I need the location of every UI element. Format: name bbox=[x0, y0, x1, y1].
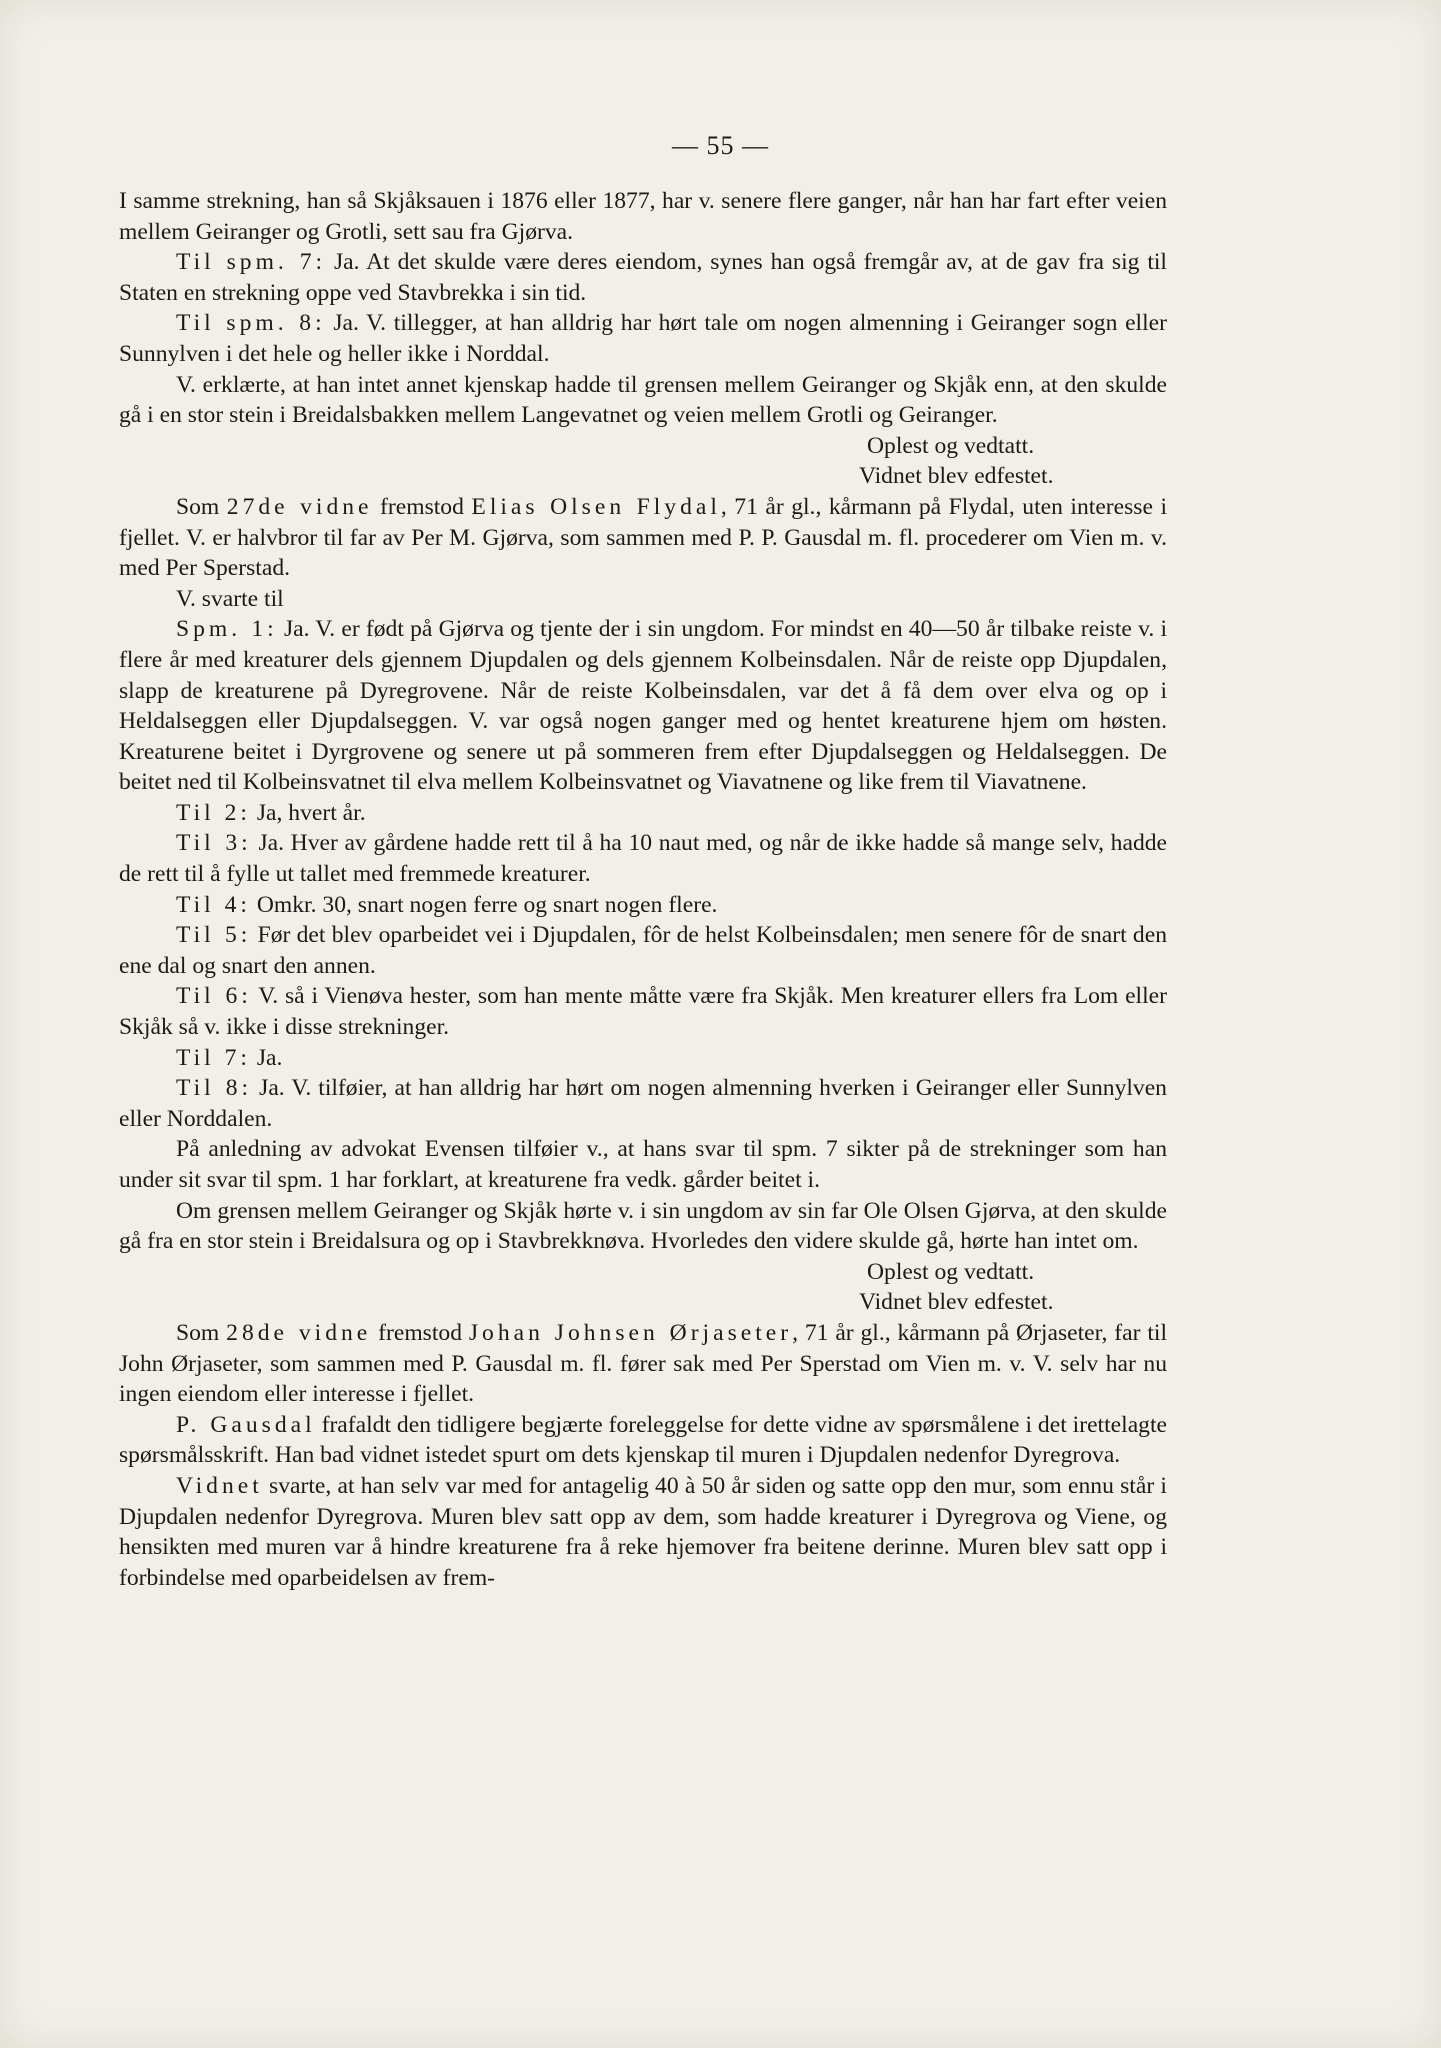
text-run: Ja. V. er født på Gjørva og tjente der i sin ungdom. For mindst en 40—50 år tilbake reiste v. i flere år med kreaturer dels gjennem Djupdalen og dels gjennem Kolbeinsdalen. Når de reiste opp Djupdalen, slapp de kreaturene på Dyregrovene. Når de reiste Kolbeinsdalen, var det å få dem over elva og op i Heldalseggen eller Djupdalseggen. V. var også nogen ganger med og hentet kreaturene hjem om høsten. Kreaturene beitet i Dyrgrovene og senere ut på sommeren frem efter Djupdalseggen og Heldalseggen. De beitet ned til Kolbeinsvatnet til elva mellem Kolbeinsvatnet og Viavatnene og like frem til Viavatnene. bbox=[119, 616, 1167, 796]
spaced-emphasis: Til 3: bbox=[176, 830, 252, 857]
spaced-emphasis: P. Gausdal bbox=[176, 1411, 316, 1438]
text-run: svarte, at han selv var med for antagelig 40 à 50 år siden og satte opp den mur, som ennu står i Djupdalen nedenfor Dyregrova. Muren blev satt opp av dem, som hadde kreaturer i Dyregrova og Viene, og hensikten med muren var å hindre kreaturene fra å reke hjemover fra beitene derinne. Muren blev satt opp i forbindelse med oparbeidelsen av frem- bbox=[119, 1472, 1167, 1591]
signature-line bbox=[119, 1257, 1167, 1288]
paragraph bbox=[119, 798, 1167, 829]
paragraph bbox=[119, 828, 1167, 889]
paragraph bbox=[119, 1043, 1167, 1074]
paragraph bbox=[119, 1196, 1167, 1257]
text-run: Ja. Hver av gårdene hadde rett til å ha 10 naut med, og når de ikke hadde så mange selv, hadde de rett til å fylle ut tallet med fremmede kreaturer. bbox=[119, 830, 1168, 888]
paragraph bbox=[119, 247, 1167, 308]
text-run: Før det blev oparbeidet vei i Djupdalen, fôr de helst Kolbeinsdalen; men senere fôr de snart den ene dal og snart den annen. bbox=[119, 922, 1167, 979]
signature-line bbox=[119, 431, 1167, 462]
paragraph bbox=[119, 1134, 1167, 1195]
paragraph bbox=[119, 370, 1167, 431]
text-run: Vidnet blev edfestet. bbox=[859, 463, 1054, 490]
spaced-emphasis: 28de vidne bbox=[226, 1319, 372, 1346]
paragraph bbox=[119, 1471, 1167, 1593]
signature-line bbox=[119, 1287, 1167, 1318]
text-run: På anledning av advokat Evensen tilføier v., at hans svar til spm. 7 sikter på de strekninger som han under sit svar til spm. 1 har forklart, at kreaturene fra vedk. gårder beitet i. bbox=[119, 1136, 1167, 1193]
text-run: Som bbox=[176, 1319, 227, 1346]
paragraph bbox=[119, 614, 1167, 798]
text-run: Ja. bbox=[250, 1044, 283, 1071]
text-run: Om grensen mellem Geiranger og Skjåk hørte v. i sin ungdom av sin far Ole Olsen Gjørva, at den skulde gå fra en stor stein i Breidalsura og op i Stavbrekknøva. Hvorledes den videre skulde gå, hørte han intet om. bbox=[119, 1197, 1167, 1255]
spaced-emphasis: Elias Olsen Flydal bbox=[471, 493, 721, 520]
paragraph bbox=[119, 1410, 1167, 1471]
text-run: , 71 år gl., kårmann på Flydal, uten interesse i fjellet. V. er halvbror til far av Per M. Gjørva, som sammen med P. P. Gausdal m. fl. procederer om Vien m. v. med Per Sperstad. bbox=[119, 493, 1167, 582]
text-run: Oplest og vedtatt. bbox=[867, 1258, 1035, 1285]
spaced-emphasis: Til 2: bbox=[176, 799, 251, 826]
text-run: frafaldt den tidligere begjærte foreleggelse for dette vidne av spørsmålene i det irettelagte spørsmålsskrift. Han bad vidnet istedet spurt om dets kjenskap til muren i Djupdalen nedenfor Dyregrova. bbox=[119, 1411, 1167, 1469]
spaced-emphasis: Til spm. 7: bbox=[176, 249, 327, 276]
spaced-emphasis: Til 6: bbox=[176, 983, 252, 1010]
text-run: Ja. V. tilføier, at han alldrig har hørt om nogen almenning hverken i Geiranger eller Sunnylven eller Norddalen. bbox=[119, 1075, 1167, 1132]
spaced-emphasis: Til spm. 8: bbox=[176, 310, 326, 337]
text-run: fremstod bbox=[371, 1319, 469, 1346]
spaced-emphasis: Til 7: bbox=[176, 1044, 251, 1071]
body-text bbox=[119, 186, 1167, 1593]
paragraph bbox=[119, 920, 1167, 981]
spaced-emphasis: Spm. 1: bbox=[176, 616, 278, 643]
spaced-emphasis: Til 5: bbox=[176, 922, 252, 949]
paragraph bbox=[119, 1318, 1167, 1410]
spaced-emphasis: 27de vidne bbox=[226, 493, 373, 520]
spaced-emphasis: Til 8: bbox=[176, 1075, 253, 1102]
spaced-emphasis: Vidnet bbox=[176, 1472, 263, 1499]
signature-line bbox=[119, 461, 1167, 492]
paragraph bbox=[119, 1073, 1167, 1134]
text-run: Ja. At det skulde være deres eiendom, synes han også fremgår av, at de gav fra sig til Staten en strekning oppe ved Stavbrekka i sin tid. bbox=[119, 249, 1167, 306]
text-run: Ja. V. tillegger, at han alldrig har hørt tale om nogen almenning i Geiranger sogn eller Sunnylven i det hele og heller ikke i Norddal. bbox=[119, 310, 1167, 367]
paragraph bbox=[119, 981, 1167, 1042]
page-number: — 55 — bbox=[672, 131, 769, 160]
spaced-emphasis: Johan Johnsen Ørjaseter bbox=[468, 1319, 793, 1346]
paragraph bbox=[119, 492, 1167, 584]
text-run: Som bbox=[176, 493, 227, 520]
text-run: Vidnet blev edfestet. bbox=[859, 1289, 1054, 1316]
paragraph bbox=[119, 308, 1167, 369]
text-run: Oplest og vedtatt. bbox=[867, 432, 1035, 459]
spaced-emphasis: Til 4: bbox=[176, 891, 251, 918]
text-run: I samme strekning, han så Skjåksauen i 1876 eller 1877, har v. senere flere ganger, når han har fart efter veien mellem Geiranger og Grotli, sett sau fra Gjørva. bbox=[119, 188, 1167, 245]
paragraph bbox=[119, 584, 1167, 615]
paragraph bbox=[119, 186, 1167, 247]
paragraph bbox=[119, 890, 1167, 921]
text-run: , 71 år gl., kårmann på Ørjaseter, far til John Ørjaseter, som sammen med P. Gausdal m. fl. fører sak med Per Sperstad om Vien m. v. V. selv har nu ingen eiendom eller interesse i fjellet. bbox=[119, 1319, 1168, 1408]
text-run: V. svarte til bbox=[176, 585, 284, 612]
text-run: V. så i Vienøva hester, som han mente måtte være fra Skjåk. Men kreaturer ellers fra Lom eller Skjåk så v. ikke i disse strekninger. bbox=[119, 983, 1167, 1041]
text-run: Omkr. 30, snart nogen ferre og snart nogen flere. bbox=[250, 891, 718, 918]
text-run: Ja, hvert år. bbox=[250, 799, 366, 826]
text-run: fremstod bbox=[372, 493, 472, 520]
text-run: V. erklærte, at han intet annet kjenskap hadde til grensen mellem Geiranger og Skjåk enn, at den skulde gå i en stor stein i Breidalsbakken mellem Langevatnet og veien mellem Grotli og Geiranger. bbox=[119, 371, 1167, 429]
